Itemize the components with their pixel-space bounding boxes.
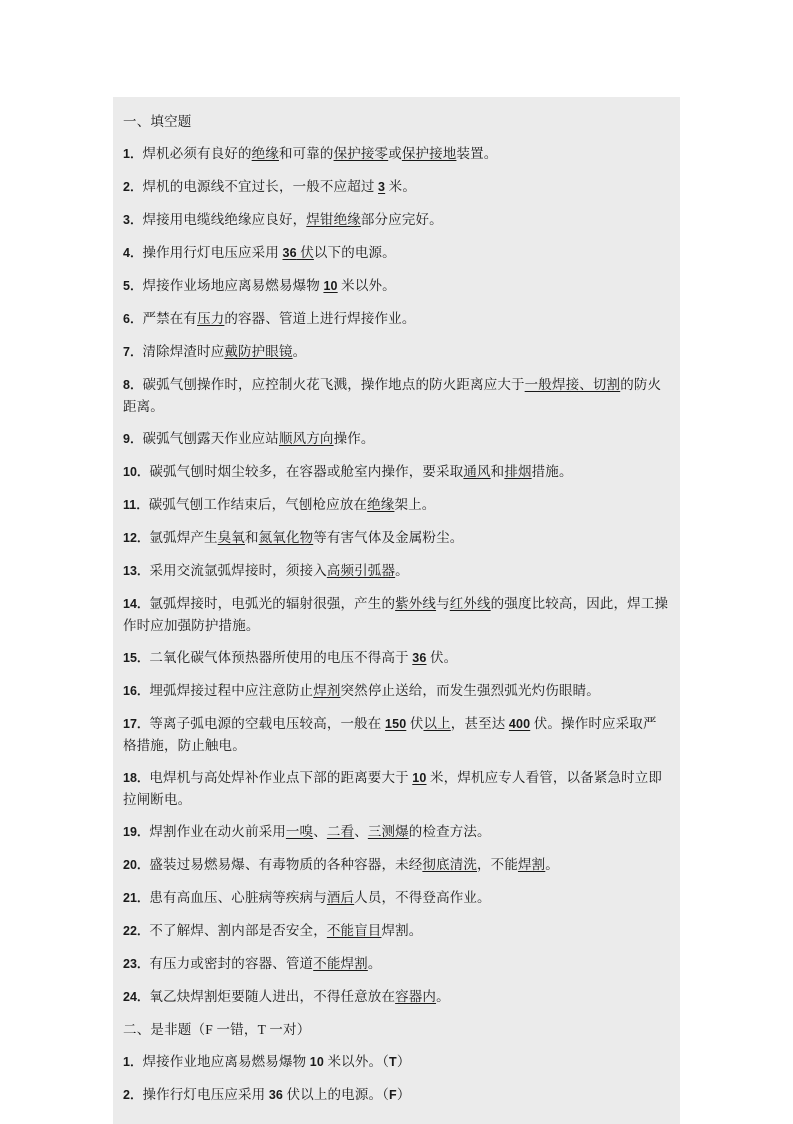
question-item: 15．二氧化碳气体预热器所使用的电压不得高于 36 伏。 bbox=[123, 650, 458, 665]
question-item: 4．操作用行灯电压应采用 36 伏以下的电源。 bbox=[123, 245, 396, 260]
question-item: 12．氩弧焊产生臭氧和氮氧化物等有害气体及金属粉尘。 bbox=[123, 530, 464, 545]
question-number: 23． bbox=[123, 957, 150, 971]
question-item: 19．焊割作业在动火前采用一嗅、二看、三测爆的检查方法。 bbox=[123, 824, 491, 839]
question-item: 18．电焊机与高处焊补作业点下部的距离要大于 10 米，焊机应专人看管，以备紧急时立即拉闸断电。 bbox=[123, 770, 663, 807]
underlined-value: 400 bbox=[508, 717, 531, 731]
underlined-term: 焊割 bbox=[517, 857, 546, 872]
question-number: 18． bbox=[123, 771, 150, 785]
underlined-term: 一般焊接、切割 bbox=[524, 377, 621, 392]
question-item: 9．碳弧气刨露天作业应站顺风方向操作。 bbox=[123, 431, 375, 446]
document-body bbox=[113, 97, 680, 1124]
underlined-value: 36 伏 bbox=[282, 245, 314, 260]
question-item: 7．清除焊渣时应戴防护眼镜。 bbox=[123, 344, 307, 359]
question-number: 5． bbox=[123, 279, 143, 293]
question-item: 16．埋弧焊接过程中应注意防止焊剂突然停止送给，而发生强烈弧光灼伤眼睛。 bbox=[123, 683, 600, 698]
underlined-term: 焊钳绝缘 bbox=[306, 212, 361, 227]
underlined-term: 臭氧 bbox=[217, 530, 245, 545]
question-item: 3．焊接用电缆线绝缘应良好，焊钳绝缘部分应完好。 bbox=[123, 212, 443, 227]
question-item: 1．焊接作业地应离易燃易爆物 10 米以外。（T） bbox=[123, 1054, 411, 1069]
question-item: 10．碳弧气刨时烟尘较多，在容器或舱室内操作，要采取通风和排烟措施。 bbox=[123, 464, 573, 479]
answer-mark: T bbox=[389, 1055, 397, 1069]
question-number: 13． bbox=[123, 564, 150, 578]
underlined-term: 保护接地 bbox=[401, 146, 457, 161]
section-heading-fill-in-blank bbox=[123, 111, 670, 132]
question-item: 21．患有高血压、心脏病等疾病与酒后人员，不得登高作业。 bbox=[123, 890, 491, 905]
question-number: 7． bbox=[123, 345, 143, 359]
underlined-value: 150 bbox=[384, 717, 407, 731]
question-item: 17．等离子弧电源的空载电压较高，一般在 150 伏以上，甚至达 400 伏。操作时应采取严格措施，防止触电。 bbox=[123, 716, 657, 753]
underlined-term: 不能焊割 bbox=[313, 956, 368, 971]
section-heading-text: 二、是非题（F 一错，T 一对） bbox=[123, 1022, 311, 1037]
underlined-value: 36 bbox=[412, 651, 427, 665]
underlined-term: 排烟 bbox=[504, 464, 532, 479]
underlined-term: 红外线 bbox=[449, 596, 491, 611]
question-number: 2． bbox=[123, 180, 143, 194]
question-item: 2．操作行灯电压应采用 36 伏以上的电源。（F） bbox=[123, 1087, 411, 1102]
underlined-term: 紫外线 bbox=[395, 596, 437, 611]
underlined-term: 氮氧化物 bbox=[258, 530, 314, 545]
question-item: 22．不了解焊、割内部是否安全，不能盲目焊割。 bbox=[123, 923, 423, 938]
question-number: 1． bbox=[123, 1055, 143, 1069]
question-number: 22． bbox=[123, 924, 150, 938]
underlined-term: 戴防护眼镜 bbox=[224, 344, 293, 359]
underlined-value: 10 bbox=[323, 279, 338, 293]
section-heading-text: 一、填空题 bbox=[123, 114, 192, 129]
question-number: 11． bbox=[123, 498, 149, 512]
underlined-term: 焊剂 bbox=[313, 683, 341, 698]
question-item: 1．焊机必须有良好的绝缘和可靠的保护接零或保护接地装置。 bbox=[123, 146, 498, 161]
question-number: 24． bbox=[123, 990, 150, 1004]
question-item: 14．氩弧焊接时，电弧光的辐射很强，产生的紫外线与红外线的强度比较高，因此，焊工操作时应加强防护措施。 bbox=[123, 596, 669, 633]
question-number: 1． bbox=[123, 147, 143, 161]
question-number: 9． bbox=[123, 432, 143, 446]
question-item: 13．采用交流氩弧焊接时，须接入高频引弧器。 bbox=[123, 563, 409, 578]
question-item: 24．氧乙炔焊割炬要随人进出，不得任意放在容器内。 bbox=[123, 989, 450, 1004]
question-number: 20． bbox=[123, 858, 150, 872]
question-item: 8．碳弧气刨操作时，应控制火花飞溅，操作地点的防火距离应大于一般焊接、切割的防火距离。 bbox=[123, 377, 662, 414]
question-number: 6． bbox=[123, 312, 143, 326]
question-number: 21． bbox=[123, 891, 150, 905]
question-number: 15． bbox=[123, 651, 150, 665]
question-number: 17． bbox=[123, 717, 150, 731]
question-number: 2． bbox=[123, 1088, 143, 1102]
question-item: 5．焊接作业场地应离易燃易爆物 10 米以外。 bbox=[123, 278, 396, 293]
question-number: 3． bbox=[123, 213, 143, 227]
underlined-value: 10 bbox=[412, 771, 427, 785]
underlined-term: 压力 bbox=[197, 311, 225, 326]
question-number: 10． bbox=[123, 465, 150, 479]
underlined-value: 3 bbox=[378, 180, 386, 194]
underlined-term: 顺风方向 bbox=[278, 431, 334, 446]
underlined-term: 以上 bbox=[423, 716, 451, 731]
question-number: 14． bbox=[123, 597, 150, 611]
question-number: 4． bbox=[123, 246, 143, 260]
question-item: 6．严禁在有压力的容器、管道上进行焊接作业。 bbox=[123, 311, 416, 326]
underlined-term: 彻底清洗 bbox=[422, 857, 478, 872]
question-number: 8． bbox=[123, 378, 143, 392]
question-number: 16． bbox=[123, 684, 150, 698]
underlined-term: 不能盲目 bbox=[326, 923, 382, 938]
question-item: 2．焊机的电源线不宜过长，一般不应超过 3 米。 bbox=[123, 179, 416, 194]
underlined-term: 绝缘 bbox=[251, 146, 279, 161]
question-number: 19． bbox=[123, 825, 150, 839]
question-number: 12． bbox=[123, 531, 150, 545]
section-heading-true-false bbox=[123, 1019, 670, 1040]
underlined-term: 高频引弧器 bbox=[326, 563, 396, 578]
underlined-term: 三测爆 bbox=[367, 824, 409, 839]
answer-mark: F bbox=[389, 1088, 397, 1102]
underlined-term: 酒后 bbox=[326, 890, 355, 905]
underlined-term: 保护接零 bbox=[333, 146, 389, 161]
underlined-term: 二看 bbox=[326, 824, 355, 839]
document-content-block bbox=[113, 97, 680, 1124]
question-item: 20．盛装过易燃易爆、有毒物质的各种容器，未经彻底清洗，不能焊割。 bbox=[123, 857, 559, 872]
question-item: 23．有压力或密封的容器、管道不能焊割。 bbox=[123, 956, 382, 971]
question-item: 11．碳弧气刨工作结束后，气刨枪应放在绝缘架上。 bbox=[123, 497, 436, 512]
underlined-term: 绝缘 bbox=[367, 497, 395, 512]
underlined-term: 一嗅 bbox=[285, 824, 314, 839]
underlined-term: 通风 bbox=[463, 464, 491, 479]
underlined-term: 容器内 bbox=[395, 989, 437, 1004]
